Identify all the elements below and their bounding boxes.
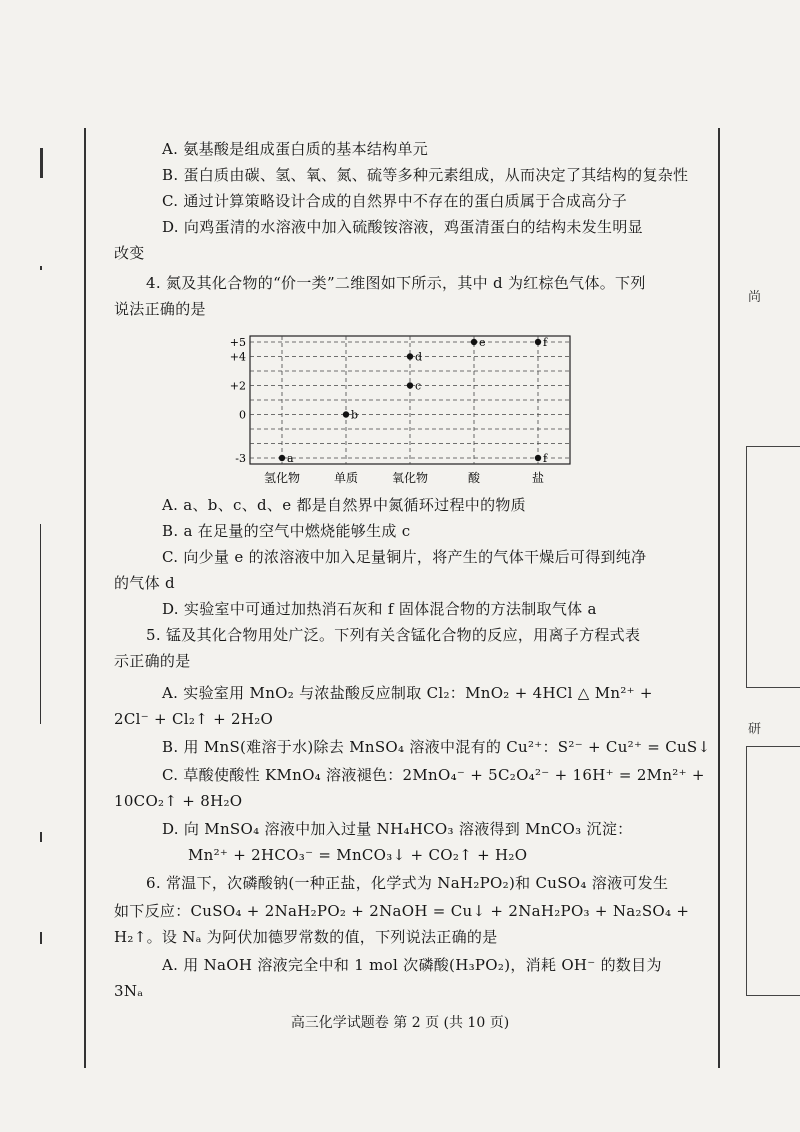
- q5-option-a-cont: 2Cl⁻ + Cl₂↑ + 2H₂O: [114, 710, 274, 728]
- page-footer: 高三化学试题卷 第 2 页 (共 10 页): [290, 1015, 510, 1031]
- data-point: [407, 353, 413, 359]
- point-label: f: [543, 452, 548, 465]
- y-tick-label: +2: [229, 379, 246, 393]
- q5-stem: 5. 锰及其化合物用处广泛。下列有关含锰化合物的反应，用离子方程式表: [146, 626, 641, 644]
- margin-glyph: 尚: [748, 290, 762, 305]
- q5-option-c: C. 草酸使酸性 KMnO₄ 溶液褪色：2MnO₄⁻ + 5C₂O₄²⁻ + 16H⁺ = 2Mn²⁺ +: [162, 766, 705, 784]
- data-point: [343, 411, 349, 417]
- q4-option-a: A. a、b、c、d、e 都是自然界中氮循环过程中的物质: [162, 496, 526, 514]
- point-label: a: [287, 452, 294, 465]
- margin-mark: [40, 266, 42, 270]
- x-tick-label: 单质: [333, 471, 359, 485]
- data-point: [535, 339, 541, 345]
- valence-class-chart: [226, 334, 586, 488]
- q4-option-d: D. 实验室中可通过加热消石灰和 f 固体混合物的方法制取气体 a: [162, 600, 597, 618]
- margin-box: [746, 446, 800, 688]
- margin-mark: [40, 148, 43, 178]
- data-point: [535, 455, 541, 461]
- y-tick-label: 0: [239, 408, 246, 422]
- x-tick-label: 酸: [467, 471, 481, 485]
- point-label: e: [479, 336, 486, 349]
- point-label: d: [415, 350, 423, 364]
- data-point: [279, 455, 285, 461]
- y-tick-label: +5: [229, 336, 246, 349]
- q6-stem: 6. 常温下，次磷酸钠(一种正盐，化学式为 NaH₂PO₂)和 CuSO₄ 溶液可发生: [146, 874, 669, 892]
- data-point: [407, 382, 413, 388]
- q6-stem-cont2: H₂↑。设 Nₐ 为阿伏加德罗常数的值，下列说法正确的是: [114, 928, 498, 946]
- q4-stem: 4. 氮及其化合物的“价一类”二维图如下所示，其中 d 为红棕色气体。下列: [146, 274, 646, 292]
- q6-option-a: A. 用 NaOH 溶液完全中和 1 mol 次磷酸(H₃PO₂)，消耗 OH⁻ 的数目为: [162, 956, 662, 974]
- margin-mark: [40, 524, 41, 724]
- q3-option-d: D. 向鸡蛋清的水溶液中加入硫酸铵溶液，鸡蛋清蛋白的结构未发生明显: [162, 218, 643, 236]
- q5-option-a: A. 实验室用 MnO₂ 与浓盐酸反应制取 Cl₂：MnO₂ + 4HCl △ Mn²⁺ +: [162, 684, 653, 702]
- point-label: b: [351, 408, 359, 422]
- q4-stem-cont: 说法正确的是: [114, 300, 206, 318]
- q3-option-b: B. 蛋白质由碳、氢、氧、氮、硫等多种元素组成，从而决定了其结构的复杂性: [162, 166, 689, 184]
- x-tick-label: 氧化物: [391, 471, 429, 485]
- q4-option-c-cont: 的气体 d: [114, 574, 175, 592]
- q6-option-a-cont: 3Nₐ: [114, 982, 144, 1000]
- q4-option-b: B. a 在足量的空气中燃烧能够生成 c: [162, 522, 411, 540]
- q3-option-d-cont: 改变: [114, 244, 145, 262]
- chart-svg: [226, 334, 586, 488]
- y-tick-label: -3: [235, 452, 246, 465]
- q3-option-c: C. 通过计算策略设计合成的自然界中不存在的蛋白质属于合成高分子: [162, 192, 628, 210]
- q4-option-c: C. 向少量 e 的浓溶液中加入足量铜片，将产生的气体干燥后可得到纯净: [162, 548, 647, 566]
- q5-option-d-equation: Mn²⁺ + 2HCO₃⁻ = MnCO₃↓ + CO₂↑ + H₂O: [188, 846, 528, 864]
- data-point: [471, 339, 477, 345]
- q5-option-b: B. 用 MnS(难溶于水)除去 MnSO₄ 溶液中混有的 Cu²⁺：S²⁻ + Cu²⁺ = CuS↓: [162, 738, 711, 756]
- x-tick-label: 氢化物: [263, 471, 301, 485]
- margin-mark: [40, 832, 42, 842]
- q5-stem-cont: 示正确的是: [114, 652, 191, 670]
- margin-glyph: 研: [748, 722, 762, 737]
- point-label: c: [415, 379, 422, 393]
- q6-stem-cont1: 如下反应：CuSO₄ + 2NaH₂PO₂ + 2NaOH = Cu↓ + 2NaH₂PO₃ + Na₂SO₄ +: [114, 902, 690, 920]
- margin-mark: [40, 932, 42, 944]
- q5-option-c-cont: 10CO₂↑ + 8H₂O: [114, 792, 243, 810]
- x-tick-label: 盐: [531, 471, 545, 485]
- margin-box: [746, 746, 800, 996]
- point-label: f: [543, 336, 548, 349]
- q5-option-d: D. 向 MnSO₄ 溶液中加入过量 NH₄HCO₃ 溶液得到 MnCO₃ 沉淀：: [162, 820, 633, 838]
- y-tick-label: +4: [229, 350, 246, 364]
- q3-option-a: A. 氨基酸是组成蛋白质的基本结构单元: [162, 140, 429, 158]
